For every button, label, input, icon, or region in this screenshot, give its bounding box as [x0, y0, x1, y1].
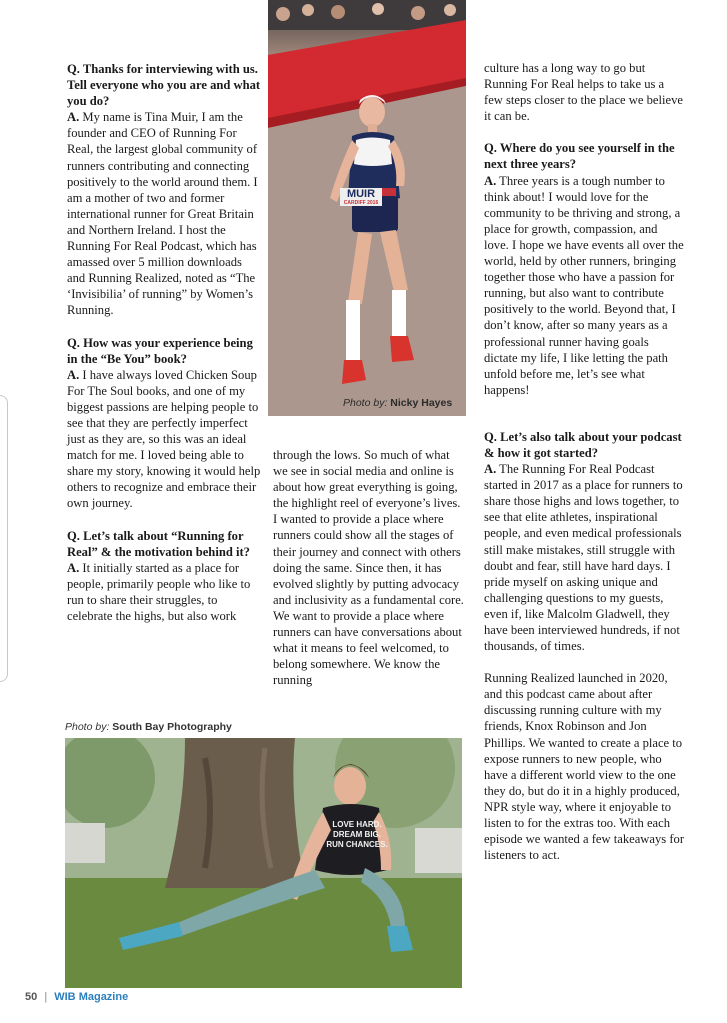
- shirt-line-3: RUN CHANCES.: [326, 840, 388, 849]
- race-bib-name: MUIR: [346, 188, 376, 200]
- credit-name: Nicky Hayes: [390, 397, 453, 409]
- article-column-1: [67, 61, 262, 640]
- runner-photo: [268, 0, 466, 416]
- answer-label: A.: [484, 173, 497, 188]
- answer-motivation: It initially started as a place for people, primarily people who like to run to share their struggles, to celebrate the highs, but also work: [67, 560, 251, 623]
- answer-three-years: Three years is a tough number to think about! I would love for the community to be thriving and strong, a place for growth, compassion, and love. I hope we have events all over the world, held by other runners, bringing together those who have a passion for running, but also want to contribute positively to the world. Beyond that, I don’t know, after so many years as a professional runner having goals dictate my life, I like letting the path unfold before me, let’s see what happens!: [484, 173, 684, 397]
- race-bib: [340, 188, 382, 206]
- shirt-line-2: DREAM BIG.: [333, 830, 381, 839]
- runner-photo-credit: [343, 397, 452, 409]
- answer-podcast: The Running For Real Podcast started in 2017 as a place for runners to share those highs and lows together, to see that elite athletes, inspirational people, and even medical professionals still make mistakes, still struggle with doubt and fear, still have hard days. I pride myself on asking unique and challenging questions to my guests, even if, like Malcolm Gladwell, they have been interviewed hundreds, if not thousands, of times.: [484, 462, 683, 654]
- answer-label: A.: [67, 110, 80, 125]
- brand-magazine: Magazine: [78, 991, 129, 1003]
- shirt-text: [325, 820, 389, 850]
- shirt-line-1: LOVE HARD.: [332, 820, 382, 829]
- credit-name: South Bay Photography: [112, 721, 232, 733]
- stretch-photo-credit: [65, 721, 232, 733]
- answer-label: A.: [484, 462, 497, 477]
- stretch-photo: [65, 738, 462, 988]
- race-bib-event: CARDIFF 2016: [343, 200, 379, 206]
- question-be-you-book: Q. How was your experience being in the “Be You” book?: [67, 335, 253, 366]
- running-realized-paragraph: Running Realized launched in 2020, and this podcast came about after discussing running culture with my friends, Knox Robinson and Jon Phillips. We wanted to create a place to expose runners to new people, who have a different world view to the one they do, but do it in a highly produced, NPR style way, where it enjoyable to listen to for the extras too. With each episode we wanted a few takeaways for listeners to act.: [484, 671, 685, 863]
- footer-separator: |: [44, 991, 48, 1003]
- credit-prefix: Photo by:: [65, 721, 110, 733]
- page-number: 50: [25, 991, 38, 1003]
- answer-be-you-book: I have always loved Chicken Soup For The Soul books, and one of my biggest passions are helping people to see that they are perfectly imperfect just as they are, so this was an ideal match for me. I loved being able to share my story, knowing it would help others to recognize and embrace their own journey.: [67, 367, 261, 511]
- runner-illustration: [268, 0, 466, 416]
- page-edge-tab: [0, 395, 8, 682]
- article-column-2: [273, 447, 465, 704]
- stretch-illustration: [65, 738, 462, 988]
- question-three-years: Q. Where do you see yourself in the next three years?: [484, 141, 675, 172]
- credit-prefix: Photo by:: [343, 397, 388, 409]
- answer-label: A.: [67, 560, 80, 575]
- answer-label: A.: [67, 367, 80, 382]
- question-intro: Q. Thanks for interviewing with us. Tell everyone who you are and what you do?: [67, 62, 261, 109]
- question-podcast: Q. Let’s also talk about your podcast & how it got started?: [484, 429, 682, 460]
- answer-motivation-continued: through the lows. So much of what we see in social media and online is about how great everything is going, the highlight reel of everyone’s lives. I wanted to provide a place where runners could show all the stages of their journey and connect with others doing the same. Since then, it has evolved slightly by putting advocacy and inclusivity as a fundamental core. We want to provide a place where runners can have conversations about what it means to feel welcomed, to belong somewhere. We know the running: [273, 448, 464, 688]
- article-column-3: [484, 60, 684, 879]
- page-footer: [25, 991, 128, 1003]
- question-motivation: Q. Let’s talk about “Running for Real” & the motivation behind it?: [67, 528, 250, 559]
- brand-wib: WIB: [54, 991, 76, 1003]
- answer-intro: My name is Tina Muir, I am the founder and CEO of Running For Real, the largest global community of runners contributing and connecting positively to the world around them. I am a mother of two and former international runner for Great Britain and Northern Ireland. I host the Running For Real Podcast, which has amassed over 5 million downloads and Running Realized, noted as “The ‘Invisibilia’ of running” by Women’s Running.: [67, 110, 258, 318]
- answer-motivation-end: culture has a long way to go but Running For Real helps to take us a few steps closer to the place we believe it can be.: [484, 61, 683, 124]
